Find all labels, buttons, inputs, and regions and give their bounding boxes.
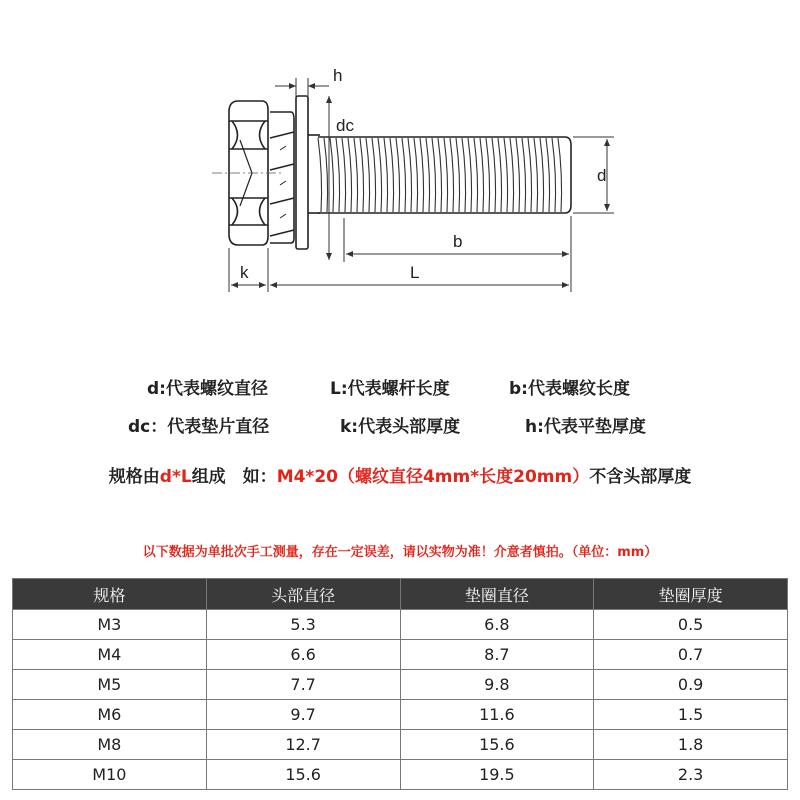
thread-crest [330, 138, 334, 212]
thread-crest [342, 138, 346, 212]
thread-crest [534, 138, 538, 212]
thread-crest [510, 138, 514, 212]
thread-crest [516, 138, 520, 212]
legend-row-2 [0, 412, 800, 442]
thread-crest [552, 138, 556, 212]
table-row [13, 730, 788, 760]
label-d: d [597, 166, 607, 185]
thread-crest [354, 138, 358, 212]
thread-crest [408, 138, 412, 212]
cell-head-diameter: 15.6 [206, 760, 400, 790]
cell-washer-thickness: 1.8 [594, 730, 788, 760]
thread-crest [480, 138, 484, 212]
legend-h: h:代表平垫厚度 [525, 417, 646, 437]
cell-washer-diameter: 15.6 [400, 730, 594, 760]
thread-crest [402, 138, 406, 212]
thread-crest [372, 138, 376, 212]
cell-washer-thickness: 2.3 [594, 760, 788, 790]
screw-diagram [0, 0, 800, 340]
thread-crest [540, 138, 544, 212]
cell-washer-thickness: 0.7 [594, 640, 788, 670]
cell-washer-diameter: 9.8 [400, 670, 594, 700]
thread-crest [498, 138, 502, 212]
cell-head-diameter: 5.3 [206, 610, 400, 640]
thread-crest [336, 138, 340, 212]
cell-washer-thickness: 0.9 [594, 670, 788, 700]
thread-crest [384, 138, 388, 212]
spec-middle: 组成 如： [191, 467, 277, 487]
cell-head-diameter: 9.7 [206, 700, 400, 730]
thread-crest [444, 138, 448, 212]
label-dc: dc [336, 116, 354, 135]
flat-washer [296, 96, 308, 249]
thread-crest [558, 138, 562, 212]
cell-head-diameter: 12.7 [206, 730, 400, 760]
spec-format-line [0, 462, 800, 487]
thread-crest [468, 138, 472, 212]
thread-crest [546, 138, 550, 212]
thread-crest [450, 138, 454, 212]
table-row [13, 670, 788, 700]
cell-spec: M4 [13, 640, 207, 670]
label-L: L [410, 263, 420, 282]
header-head-diameter: 头部直径 [206, 579, 400, 610]
legend-k: k:代表头部厚度 [340, 417, 461, 437]
table-header-row [13, 579, 788, 610]
thread-crest [486, 138, 490, 212]
thread-crest [390, 138, 394, 212]
cell-head-diameter: 7.7 [206, 670, 400, 700]
cell-washer-diameter: 19.5 [400, 760, 594, 790]
table-row [13, 610, 788, 640]
spec-formula: d*L [159, 467, 192, 487]
thread-crest [504, 138, 508, 212]
thread-crest [396, 138, 400, 212]
spec-prefix: 规格由 [108, 467, 160, 487]
dimension-lines [229, 78, 614, 292]
spec-suffix: 不含头部厚度 [589, 467, 692, 487]
thread-crest [378, 138, 382, 212]
cell-spec: M10 [13, 760, 207, 790]
thread-crest [438, 138, 442, 212]
cell-spec: M6 [13, 700, 207, 730]
spring-washer [270, 112, 294, 243]
thread-crest [426, 138, 430, 212]
threaded-section [318, 137, 571, 213]
thread-crest [456, 138, 460, 212]
thread-crest [324, 138, 328, 212]
thread-crest [414, 138, 418, 212]
thread-crest [432, 138, 436, 212]
cell-washer-diameter: 6.8 [400, 610, 594, 640]
cell-spec: M3 [13, 610, 207, 640]
label-h: h [333, 66, 343, 85]
header-washer-thickness: 垫圈厚度 [594, 579, 788, 610]
label-b: b [453, 232, 463, 251]
thread-crest [366, 138, 370, 212]
thread-crest [528, 138, 532, 212]
legend-b: b:代表螺纹长度 [509, 379, 630, 399]
thread-crest [522, 138, 526, 212]
header-spec: 规格 [13, 579, 207, 610]
cell-head-diameter: 6.6 [206, 640, 400, 670]
thread-crest [348, 138, 352, 212]
cell-spec: M8 [13, 730, 207, 760]
legend-dc: dc：代表垫片直径 [128, 417, 270, 437]
table-row [13, 700, 788, 730]
spec-table [12, 578, 788, 790]
table-row [13, 760, 788, 790]
thread-crest [492, 138, 496, 212]
table-row [13, 640, 788, 670]
legend-d: d:代表螺纹直径 [147, 379, 268, 399]
cell-washer-diameter: 11.6 [400, 700, 594, 730]
legend-row-1 [0, 374, 800, 404]
label-k: k [240, 263, 249, 282]
shank [308, 135, 320, 213]
cell-spec: M5 [13, 670, 207, 700]
thread-crest [360, 138, 364, 212]
cell-washer-thickness: 0.5 [594, 610, 788, 640]
spec-example: M4*20（螺纹直径4mm*长度20mm） [276, 467, 590, 487]
cell-washer-diameter: 8.7 [400, 640, 594, 670]
thread-crest [318, 138, 322, 212]
legend-L: L:代表螺杆长度 [330, 379, 450, 399]
header-washer-diameter: 垫圈直径 [400, 579, 594, 610]
cell-washer-thickness: 1.5 [594, 700, 788, 730]
thread-crest [462, 138, 466, 212]
thread-crest [420, 138, 424, 212]
thread-crest [474, 138, 478, 212]
measurement-notice: 以下数据为单批次手工测量，存在一定误差，请以实物为准！介意者慎拍。（单位：mm） [142, 545, 658, 560]
